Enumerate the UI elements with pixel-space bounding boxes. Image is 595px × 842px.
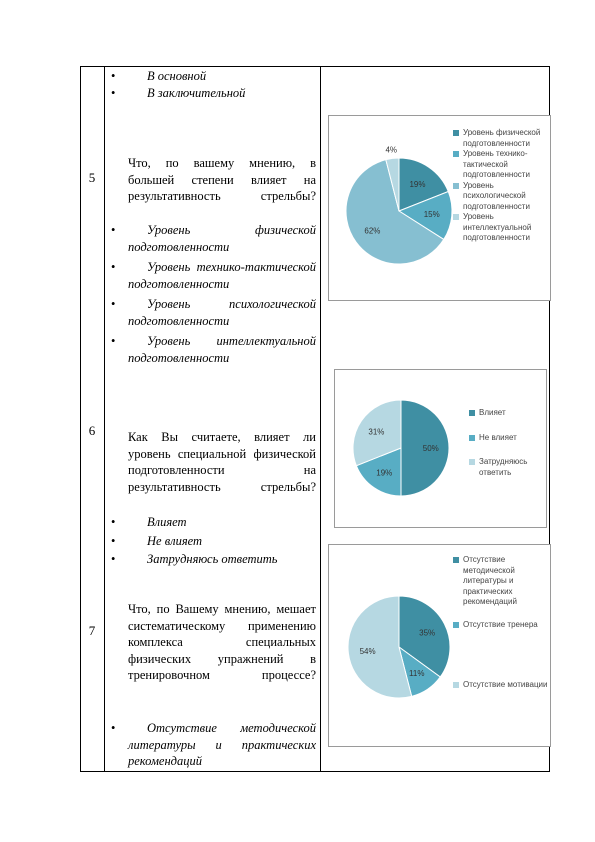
pie-data-label: 11% <box>409 669 425 679</box>
chart-legend <box>453 128 549 244</box>
legend-item <box>453 149 549 181</box>
legend-item <box>453 555 549 608</box>
legend-label: Не влияет <box>479 432 517 442</box>
row-number: 7 <box>88 623 96 638</box>
option-item: • Уровень интеллектуальной подготовленности <box>128 333 316 366</box>
pie-data-label: 19% <box>409 179 426 189</box>
options-list <box>128 514 316 568</box>
options-list <box>128 222 316 366</box>
options-list <box>128 720 316 770</box>
legend-item <box>453 212 549 244</box>
option-item: • В основной <box>128 68 316 85</box>
option-item: • Не влияет <box>128 533 316 550</box>
question-text: Что, по Вашему мнению, мешает систематическому применению комплекса специальных физических упражнений в тренировочном процессе? <box>128 602 316 682</box>
option-item: • Затрудняюсь ответить <box>128 551 316 568</box>
legend-label: Отсутствие тренера <box>463 619 538 629</box>
pie-data-label: 35% <box>419 628 436 638</box>
option-item: • В заключительной <box>128 85 316 102</box>
legend-item <box>453 128 549 149</box>
option-item: • Влияет <box>128 514 316 531</box>
question-text: Что, по вашему мнению, в большей степени влияет на результативность стрельбы? <box>128 156 316 203</box>
legend-label: Затрудняюсь ответить <box>479 457 528 477</box>
row-number: 5 <box>88 170 96 185</box>
chart-legend <box>469 408 543 478</box>
legend-label: Уровень технико-тактической подготовленности <box>463 149 530 179</box>
legend-item <box>453 181 549 213</box>
pie-data-label: 62% <box>364 226 381 236</box>
pie-data-label: 54% <box>359 646 376 656</box>
legend-item <box>469 408 543 419</box>
pie-data-label: 4% <box>385 145 398 155</box>
pie-data-label: 50% <box>422 444 439 453</box>
legend-item <box>469 433 543 444</box>
legend-label: Отсутствие методической литературы и практических рекомендаций <box>463 555 517 606</box>
option-item: • Уровень физической подготовленности <box>128 222 316 255</box>
legend-label: Уровень интеллектуальной подготовленности <box>463 212 532 242</box>
top-options-list <box>128 68 316 101</box>
pie-data-label: 31% <box>368 427 385 437</box>
chart-legend <box>453 555 549 691</box>
row-number: 6 <box>88 423 96 438</box>
legend-label: Влияет <box>479 408 506 417</box>
pie-data-label: 15% <box>423 210 440 220</box>
legend-label: Уровень физической подготовленности <box>463 128 541 148</box>
legend-label: Отсутствие мотивации <box>463 680 548 689</box>
option-item: • Уровень психологической подготовленности <box>128 296 316 329</box>
pie-chart-2-frame <box>334 369 547 528</box>
legend-item <box>469 457 543 478</box>
legend-item <box>453 680 549 691</box>
pie-chart-3-frame <box>328 544 551 747</box>
option-item: • Отсутствие методической литературы и практических рекомендаций <box>128 720 316 770</box>
option-item: • Уровень технико-тактической подготовленности <box>128 259 316 292</box>
pie-data-label: 19% <box>376 468 393 478</box>
question-text: Как Вы считаете, влияет ли уровень специальной физической подготовленности на результативность стрельбы? <box>128 430 316 494</box>
legend-label: Уровень психологической подготовленности <box>463 180 530 211</box>
pie-chart-1-frame <box>328 115 551 301</box>
legend-item <box>453 620 549 631</box>
